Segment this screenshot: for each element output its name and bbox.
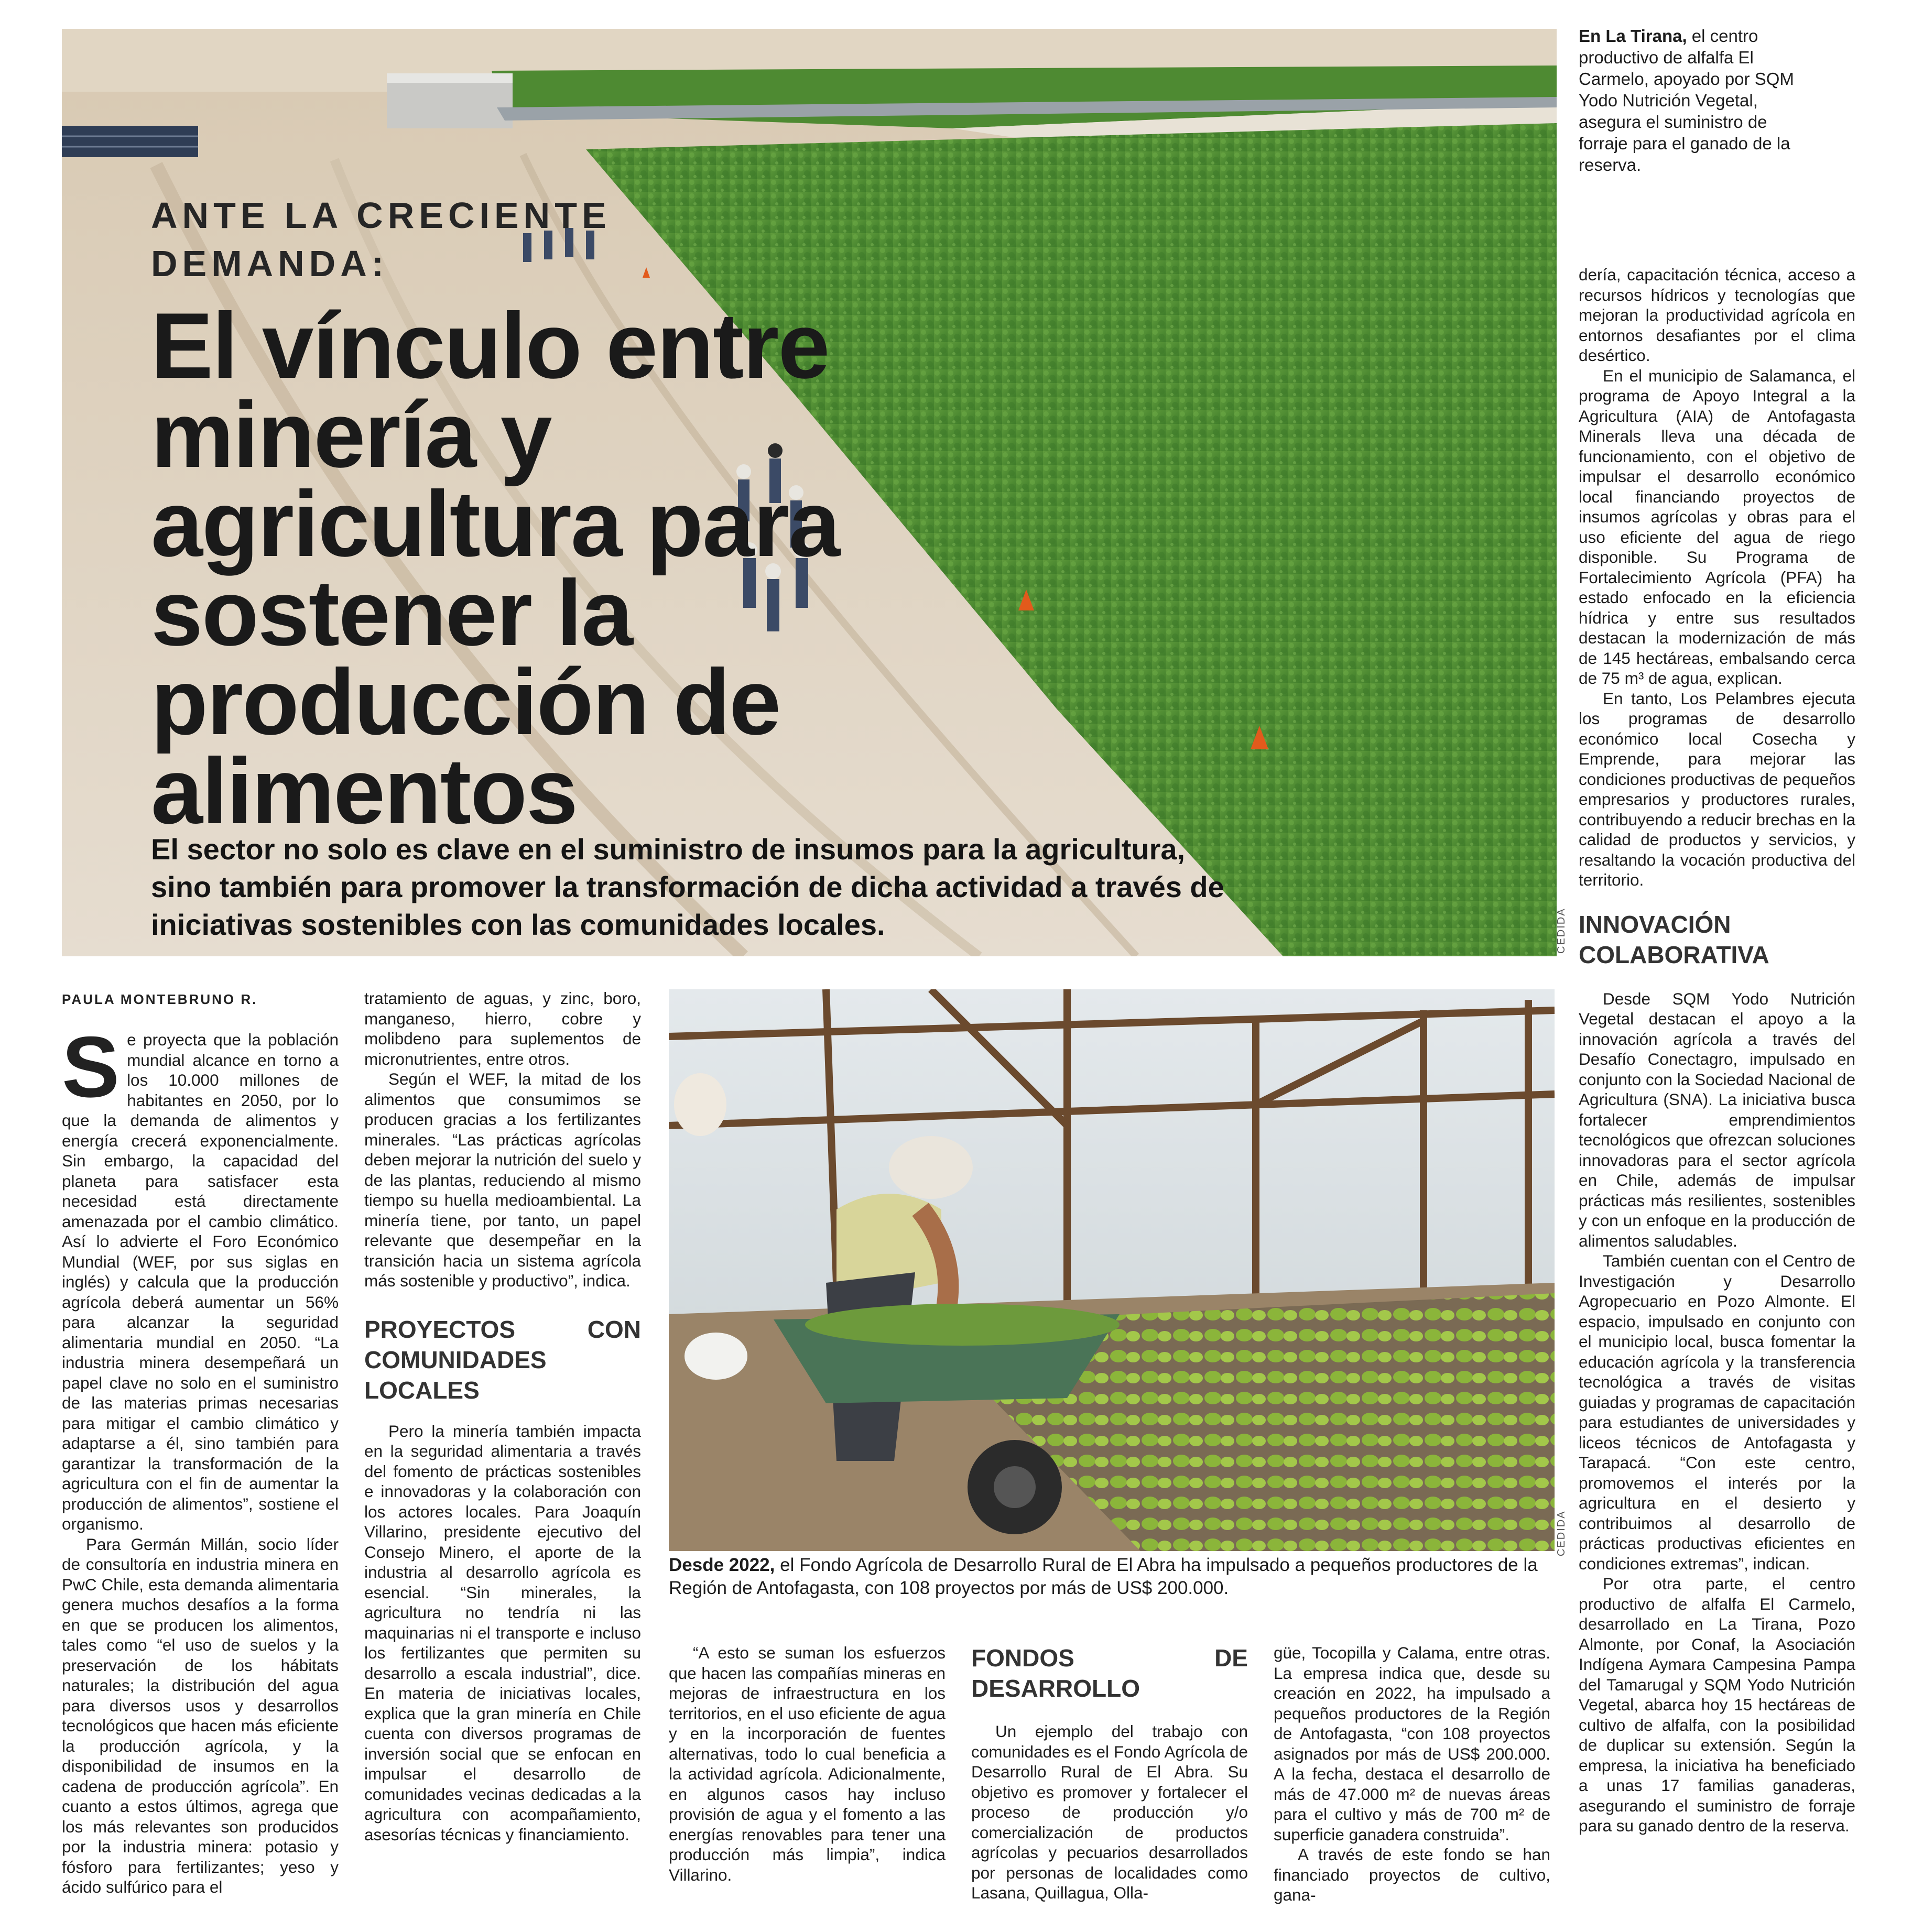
hero-photo	[62, 29, 1557, 956]
paragraph: Un ejemplo del trabajo con comunidades es el Fondo Agrícola de Desarrollo Rural de El Abra. Su objetivo es promover y fortalecer el proceso de producción y/o comercialización de productos agrícolas y pecuarios desarrollados por personas de localidades como Lasana, Quillagua, Olla-	[971, 1722, 1248, 1902]
paragraph: En el municipio de Salamanca, el programa de Apoyo Integral a la Agricultura (AIA) de Antofagasta Minerals lleva una década de funcionamiento, con el objetivo de impulsar el desarrollo económico local financiando proyectos de insumos agrícolas y obras para el uso eficiente del agua de riego disponible. Su Programa de Fortalecimiento Agrícola (PFA) ha estado enfocado en la eficiencia hídrica y entre sus resultados destacan la modernización de más de 145 hectáreas, embalsando cerca de 75 m³ de agua, explican.	[1579, 366, 1855, 687]
column-1	[62, 1019, 339, 1897]
paragraph: Por otra parte, el centro productivo de alfalfa El Carmelo, desarrollado en La Tirana, Pozo Almonte, por Conaf, la Asociación Indígena Aymara Campesina Pampa del Tamarugal y SQM Yodo Nutrición Vegetal, abarca hoy 15 hectáreas de cultivo de alfalfa, con la posibilidad de duplicar su extensión. Según la empresa, la iniciativa ha beneficiado a unas 17 familias ganaderas, asegurando el suministro de forraje para su ganado dentro de la reserva.	[1579, 1574, 1855, 1835]
paragraph: A través de este fondo se han financiado proyectos de cultivo, gana-	[1274, 1845, 1550, 1904]
paragraph: dería, capacitación técnica, acceso a recursos hídricos y tecnologías que mejoran la productividad agrícola en entornos desafiantes por el clima desértico.	[1579, 265, 1855, 365]
paragraph: Según el WEF, la mitad de los alimentos que consumimos se producen gracias a los fertilizantes minerales. “Las prácticas agrícolas deben mejorar la nutrición del suelo y de las plantas, reduciendo al mismo tiempo su huella medioambiental. La minería tiene, por tanto, un papel relevante que desempeñar en la transición hacia un sistema agrícola más sostenible y productivo”, indica.	[364, 1069, 641, 1290]
caption-text: el centro productivo de alfalfa El Carmelo, apoyado por SQM Yodo Nutrición Vegetal, asegura el suministro de forraje para el ganado de la reserva.	[1579, 26, 1794, 174]
hero-photo-caption	[1579, 25, 1799, 176]
byline: PAULA MONTEBRUNO R.	[62, 991, 258, 1007]
paragraph-text: e proyecta que la población mundial alcance en torno a los 10.000 millones de habitantes en 2050, por lo que la demanda de alimentos y energía crecerá exponencialmente. Sin embargo, la capacidad del planeta para satisfacer esta necesidad está directamente amenazada por el cambio climático. Así lo advierte el Foro Económico Mundial (WEF, por sus siglas en inglés) y calcula que la producción agrícola deberá aumentar un 56% para alcanzar la seguridad alimentaria mundial en 2050. “La industria minera desempeñará un papel clave no solo en el suministro de las materias primas necesarias para mitigar el cambio climático y adaptarse a él, sino también para garantizar la transformación de la agricultura con el fin de aumentar la producción de alimentos”, sostiene el organismo.	[62, 1030, 339, 1533]
caption-text: el Fondo Agrícola de Desarrollo Rural de El Abra ha impulsado a pequeños productores de la Región de Antofagasta, con 108 proyectos por más de US$ 200.000.	[669, 1555, 1538, 1598]
headline: El vínculo entre minería y agricultura para sostener la producción de alimentos	[151, 293, 840, 843]
column-2	[364, 988, 641, 1844]
column-3	[669, 1643, 946, 1885]
caption-lead: Desde 2022,	[669, 1555, 775, 1575]
column-6	[1579, 265, 1855, 1836]
paragraph	[62, 1019, 339, 1534]
drop-cap: S	[62, 1019, 120, 1115]
caption-lead: En La Tirana,	[1579, 26, 1687, 46]
column-4	[971, 1643, 1248, 1903]
photo-credit: CEDIDA	[1556, 1510, 1567, 1556]
column-5	[1274, 1643, 1550, 1905]
paragraph: Desde SQM Yodo Nutrición Vegetal destacan el apoyo a la innovación agrícola a través del Desafío Conectagro, impulsado en conjunto con la Sociedad Nacional de Agricultura (SNA). La iniciativa busca fortalecer emprendimientos tecnológicos que ofrezcan soluciones innovadoras para el sector agrícola en Chile, además de impulsar prácticas más resilientes, sostenibles y con un enfoque en la producción de alimentos saludables.	[1579, 989, 1855, 1250]
paragraph: güe, Tocopilla y Calama, entre otras. La empresa indica que, desde su creación en 2022, ha impulsado a pequeños productores de la Región de Antofagasta, “con 108 proyectos asignados por más de US$ 200.000. A la fecha, destaca el desarrollo de más de 47.000 m² de nuevas áreas para el cultivo y más de 700 m² de superficie ganadera construida”.	[1274, 1643, 1550, 1844]
paragraph: Para Germán Millán, socio líder de consultoría en industria minera en PwC Chile, esta demanda alimentaria genera muchos desafíos a la forma en que se producen los alimentos, tales como “el uso de suelos y la preservación de los hábitats naturales; la distribución del agua para diversos usos y desarrollos tecnológicos que hacen más eficiente la producción agrícola, y la disponibilidad de insumos en la cadena de producción agrícola”. En cuanto a estos últimos, agrega que los más relevantes son producidos por la industria minera: potasio y fósforo para fertilizantes; yeso y ácido sulfúrico para el	[62, 1534, 339, 1896]
section-heading: PROYECTOS CON COMUNIDADES LOCALES	[364, 1315, 641, 1404]
section-heading: INNOVACIÓN COLABORATIVA	[1579, 910, 1769, 968]
kicker: ANTE LA CRECIENTE DEMANDA:	[151, 195, 611, 284]
paragraph: También cuentan con el Centro de Investigación y Desarrollo Agropecuario en Pozo Almonte. El espacio, impulsado en conjunto con el municipio local, busca fomentar la educación agrícola y la transferencia tecnológica a través de visitas guiadas y programas de capacitación para estudiantes de universidades y liceos técnicos de Antofagasta y Tarapacá. “Con este centro, promovemos el interés por la agricultura en el desierto y contribuimos al desarrollo de prácticas productivas eficientes en condiciones extremas”, indican.	[1579, 1251, 1855, 1573]
photo-credit: CEDIDA	[1556, 908, 1567, 954]
paragraph: tratamiento de aguas, y zinc, boro, manganeso, hierro, cobre y molibdeno para suplementos de micronutrientes, entre otros.	[364, 989, 641, 1068]
greenhouse-illustration	[669, 989, 1555, 1551]
paragraph: En tanto, Los Pelambres ejecuta los programas de desarrollo económico local Cosecha y Emprende, para mejorar las condiciones productivas de pequeños empresarios y productores rurales, contribuyendo a reducir brechas en la calidad de productos y servicios, y resaltando la vocación productiva del territorio.	[1579, 689, 1855, 889]
paragraph: Pero la minería también impacta en la seguridad alimentaria a través del fomento de prácticas sostenibles e innovadoras y la colaboración con los actores locales. Para Joaquín Villarino, presidente ejecutivo del Consejo Minero, el aporte de la industria al desarrollo agrícola es esencial. “Sin minerales, la agricultura no tendría ni las maquinarias ni el transporte e incluso los fertilizantes que permiten su desarrollo a escala industrial”, dice. En materia de iniciativas locales, explica que la gran minería en Chile cuenta con diversos programas de inversión social que se enfocan en impulsar el desarrollo de comunidades vecinas dedicadas a la agricultura con acompañamiento, asesorías técnicas y financiamiento.	[364, 1421, 641, 1844]
paragraph: “A esto se suman los esfuerzos que hacen las compañías mineras en mejoras de infraestructura en los territorios, en el uso eficiente de agua y en la incorporación de fuentes alternativas, todo lo cual beneficia a la actividad agrícola. Adicionalmente, en algunos casos hay incluso provisión de agua y el fomento a las energías renovables para tener una producción más limpia”, indica Villarino.	[669, 1643, 946, 1884]
greenhouse-photo-caption	[669, 1554, 1555, 1600]
section-heading: FONDOS DE DESARROLLO	[971, 1644, 1248, 1702]
greenhouse-photo	[669, 989, 1555, 1551]
deck-subtitle: El sector no solo es clave en el suministro de insumos para la agricultura, sino también para promover la transformación de dicha actividad a través de iniciativas sostenibles con las comunidades locales.	[151, 833, 1224, 941]
